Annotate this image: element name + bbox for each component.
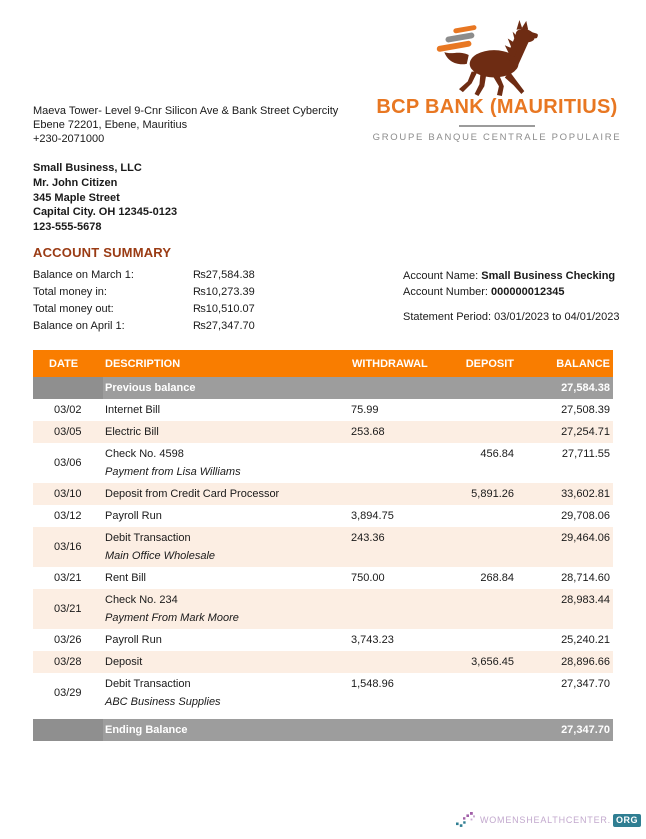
transaction-date: 03/21 xyxy=(54,572,82,584)
summary-label: Balance on April 1: xyxy=(33,320,125,332)
transaction-note: Main Office Wholesale xyxy=(105,550,216,562)
band-date-cell xyxy=(33,719,103,741)
previous-balance-amount: 27,584.38 xyxy=(561,382,610,394)
table-row xyxy=(33,651,613,673)
bank-name: BCP BANK (MAURITIUS) xyxy=(376,96,618,118)
ending-balance-label: Ending Balance xyxy=(105,724,188,736)
transaction-date: 03/02 xyxy=(54,404,82,416)
column-header-balance: BALANCE xyxy=(556,357,610,370)
bank-group-subtitle: GROUPE BANQUE CENTRALE POPULAIRE xyxy=(372,132,622,143)
transaction-date: 03/06 xyxy=(54,457,82,469)
transaction-note: ABC Business Supplies xyxy=(105,696,221,708)
transaction-withdrawal: 3,894.75 xyxy=(351,510,394,522)
table-row xyxy=(33,567,613,589)
summary-row xyxy=(33,284,255,301)
ending-balance-row xyxy=(33,719,613,741)
transaction-balance: 27,254.71 xyxy=(561,426,610,438)
transaction-balance: 27,347.70 xyxy=(561,678,610,690)
watermark-text: WOMENSHEALTHCENTER. xyxy=(479,815,611,825)
transaction-deposit xyxy=(435,505,520,513)
transaction-note: Payment from Lisa Williams xyxy=(105,466,241,478)
summary-label: Balance on March 1: xyxy=(33,269,134,281)
transaction-note: Payment From Mark Moore xyxy=(105,612,239,624)
transaction-deposit xyxy=(435,421,520,429)
recipient-street: 345 Maple Street xyxy=(33,191,120,204)
transaction-deposit xyxy=(435,399,520,407)
transaction-withdrawal: 243.36 xyxy=(351,532,385,544)
transaction-deposit: 456.84 xyxy=(480,448,514,460)
account-name-value: Small Business Checking xyxy=(481,270,616,282)
transaction-withdrawal xyxy=(345,483,435,491)
horse-logo-icon xyxy=(422,18,572,96)
account-info xyxy=(403,269,620,326)
transaction-balance: 28,714.60 xyxy=(561,572,610,584)
bank-logo xyxy=(372,18,622,143)
transaction-deposit: 3,656.45 xyxy=(471,656,514,668)
table-row xyxy=(33,527,613,567)
transaction-date: 03/12 xyxy=(54,510,82,522)
account-summary-list xyxy=(33,267,255,335)
previous-balance-row xyxy=(33,377,613,399)
account-summary-title: ACCOUNT SUMMARY xyxy=(33,245,172,260)
transaction-description: Check No. 234 xyxy=(105,594,178,606)
transaction-balance: 33,602.81 xyxy=(561,488,610,500)
column-header-withdrawal: WITHDRAWAL xyxy=(352,357,428,370)
transaction-description: Deposit xyxy=(105,656,143,668)
transaction-deposit xyxy=(435,589,520,597)
transaction-description: Payroll Run xyxy=(105,634,162,646)
table-row xyxy=(33,629,613,651)
transaction-deposit: 5,891.26 xyxy=(471,488,514,500)
table-row xyxy=(33,443,613,483)
transaction-deposit: 268.84 xyxy=(480,572,514,584)
table-row xyxy=(33,589,613,629)
column-header-description: DESCRIPTION xyxy=(105,357,181,370)
table-row xyxy=(33,421,613,443)
transaction-deposit xyxy=(435,527,520,535)
transaction-withdrawal: 75.99 xyxy=(351,404,379,416)
transaction-description: Rent Bill xyxy=(105,572,146,584)
account-name-label: Account Name: xyxy=(403,270,482,282)
summary-row xyxy=(33,267,255,284)
statement-period-line xyxy=(403,310,620,326)
transaction-withdrawal: 1,548.96 xyxy=(351,678,394,690)
transaction-date: 03/16 xyxy=(54,541,82,553)
transaction-date: 03/28 xyxy=(54,656,82,668)
account-number-label: Account Number: xyxy=(403,285,492,298)
transaction-withdrawal xyxy=(345,443,435,451)
bank-address xyxy=(33,104,338,146)
transaction-balance: 25,240.21 xyxy=(561,634,610,646)
transactions-table xyxy=(33,350,613,741)
summary-value: ₨27,584.38 xyxy=(193,269,255,281)
account-number-value: 000000012345 xyxy=(491,285,565,298)
transaction-description: Check No. 4598 xyxy=(105,448,184,460)
recipient-company: Small Business, LLC xyxy=(33,162,142,174)
summary-label: Total money in: xyxy=(33,286,107,298)
statement-period-label: Statement Period: xyxy=(403,311,495,323)
transaction-withdrawal xyxy=(345,589,435,597)
watermark xyxy=(455,810,641,830)
transaction-description: Internet Bill xyxy=(105,404,161,416)
ending-balance-amount: 27,347.70 xyxy=(561,724,610,736)
recipient-phone: 123-555-5678 xyxy=(33,221,102,234)
transaction-date: 03/26 xyxy=(54,634,82,646)
table-row xyxy=(33,505,613,527)
bank-address-line: Maeva Tower- Level 9-Cnr Silicon Ave & Bank Street Cybercity xyxy=(33,105,339,117)
recipient-city: Capital City. OH 12345-0123 xyxy=(33,206,178,219)
table-body xyxy=(33,399,613,713)
transaction-deposit xyxy=(435,673,520,681)
transaction-withdrawal: 3,743.23 xyxy=(351,634,394,646)
transaction-description: Electric Bill xyxy=(105,426,159,438)
table-row xyxy=(33,399,613,421)
transaction-description: Debit Transaction xyxy=(105,678,191,690)
previous-balance-label: Previous balance xyxy=(105,382,196,394)
transaction-description: Debit Transaction xyxy=(105,532,191,544)
account-number-line xyxy=(403,285,620,301)
bank-address-line: Ebene 72201, Ebene, Mauritius xyxy=(33,119,188,131)
transaction-balance: 29,708.06 xyxy=(561,510,610,522)
transaction-balance: 27,711.55 xyxy=(561,448,610,460)
transaction-deposit xyxy=(435,629,520,637)
transaction-description: Deposit from Credit Card Processor xyxy=(105,488,280,500)
logo-divider xyxy=(459,125,535,127)
summary-label: Total money out: xyxy=(33,303,114,315)
transaction-date: 03/05 xyxy=(54,426,82,438)
column-header-deposit: DEPOSIT xyxy=(465,357,514,370)
transaction-withdrawal: 750.00 xyxy=(351,572,385,584)
transaction-date: 03/21 xyxy=(54,603,82,615)
transaction-withdrawal: 253.68 xyxy=(351,426,385,438)
transaction-balance: 27,508.39 xyxy=(561,404,610,416)
statement-period-value: 03/01/2023 to 04/01/2023 xyxy=(494,311,620,323)
bank-phone: +230-2071000 xyxy=(33,133,105,145)
summary-value: ₨10,510.07 xyxy=(193,303,255,315)
table-row xyxy=(33,483,613,505)
transaction-balance: 28,983.44 xyxy=(561,594,610,606)
recipient-name: Mr. John Citizen xyxy=(33,176,118,189)
table-header-row xyxy=(33,350,613,377)
transaction-withdrawal xyxy=(345,651,435,659)
transaction-date: 03/29 xyxy=(54,687,82,699)
summary-value: ₨10,273.39 xyxy=(193,286,255,298)
transaction-description: Payroll Run xyxy=(105,510,162,522)
recipient-address xyxy=(33,161,177,235)
transaction-date: 03/10 xyxy=(54,488,82,500)
summary-row xyxy=(33,318,255,335)
summary-value: ₨27,347.70 xyxy=(193,320,255,332)
summary-row xyxy=(33,301,255,318)
transaction-balance: 29,464.06 xyxy=(561,532,610,544)
dot-swirl-icon xyxy=(455,810,477,830)
account-name-line xyxy=(403,269,620,285)
column-header-date: DATE xyxy=(49,357,79,370)
band-date-cell xyxy=(33,377,103,399)
transaction-balance: 28,896.66 xyxy=(561,656,610,668)
table-row xyxy=(33,673,613,713)
watermark-org-badge: ORG xyxy=(613,814,641,827)
